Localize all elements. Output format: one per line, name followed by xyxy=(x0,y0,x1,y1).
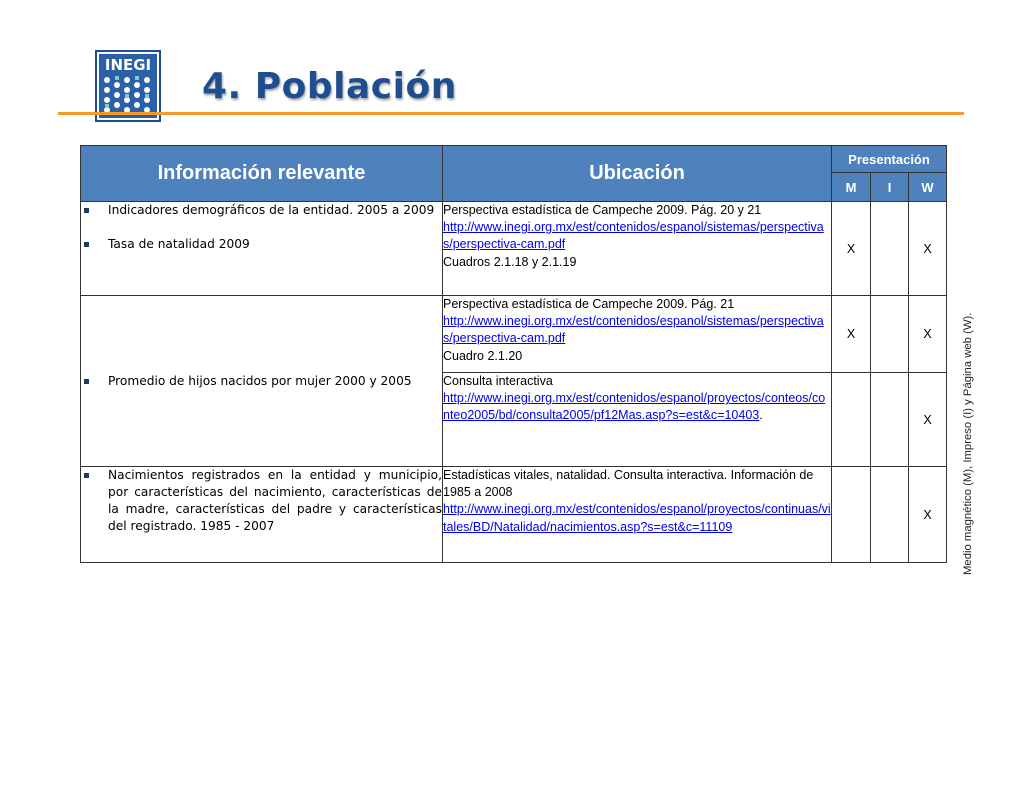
data-table xyxy=(80,145,947,563)
location-link[interactable]: http://www.inegi.org.mx/est/contenidos/espanol/proyectos/continuas/vitales/BD/Natalidad/nacimientos.asp?s=est&c=11109 xyxy=(443,502,831,534)
location-suffix: . xyxy=(759,408,763,423)
info-cell xyxy=(81,202,443,296)
logo-text: INEGI xyxy=(104,56,152,74)
mark-m: X xyxy=(832,296,871,373)
list-item: Promedio de hijos nacidos por mujer 2000 y 2005 xyxy=(81,373,442,390)
mark-m xyxy=(832,467,871,563)
header-m: M xyxy=(832,173,871,202)
presentation-legend: Medio magnético (M), Impreso (I) y Página web (W). xyxy=(962,312,974,575)
header-ubicacion: Ubicación xyxy=(443,146,832,202)
mark-w: X xyxy=(909,296,947,373)
header-informacion: Información relevante xyxy=(81,146,443,202)
mark-i xyxy=(871,296,909,373)
mark-m: X xyxy=(832,202,871,296)
location-cell xyxy=(443,202,832,296)
header-w: W xyxy=(909,173,947,202)
mark-w: X xyxy=(909,467,947,563)
location-link[interactable]: http://www.inegi.org.mx/est/contenidos/espanol/sistemas/perspectivas/perspectiva-cam.pdf xyxy=(443,220,824,252)
location-link[interactable]: http://www.inegi.org.mx/est/contenidos/espanol/proyectos/conteos/conteo2005/bd/consulta2005/pf12Mas.asp?s=est&c=10403 xyxy=(443,391,826,423)
location-cell xyxy=(443,467,832,563)
location-title: Perspectiva estadística de Campeche 2009. Pág. 21 xyxy=(443,297,735,311)
location-cell xyxy=(443,296,832,373)
table-row xyxy=(81,467,947,563)
mark-i xyxy=(871,202,909,296)
mark-m xyxy=(832,373,871,467)
table-row xyxy=(81,296,947,373)
table-row xyxy=(81,202,947,296)
header-i: I xyxy=(871,173,909,202)
location-title: Estadísticas vitales, natalidad. Consulta interactiva. Información de 1985 a 2008 xyxy=(443,468,814,500)
title-divider xyxy=(58,112,964,115)
list-item: Tasa de natalidad 2009 xyxy=(81,236,442,253)
info-cell xyxy=(81,296,443,467)
location-cell xyxy=(443,373,832,467)
mark-i xyxy=(871,467,909,563)
list-item: Nacimientos registrados en la entidad y municipio, por características del nacimiento, características de la madre, características del padre y características del registrado. 1985 - 2007 xyxy=(81,467,442,535)
mark-i xyxy=(871,373,909,467)
header-presentacion: Presentación xyxy=(832,146,947,173)
info-cell xyxy=(81,467,443,563)
location-title: Perspectiva estadística de Campeche 2009. Pág. 20 y 21 xyxy=(443,203,762,217)
location-note: Cuadros 2.1.18 y 2.1.19 xyxy=(443,254,577,269)
list-item: Indicadores demográficos de la entidad. 2005 a 2009 xyxy=(81,202,442,219)
location-link[interactable]: http://www.inegi.org.mx/est/contenidos/espanol/sistemas/perspectivas/perspectiva-cam.pdf xyxy=(443,314,824,346)
mark-w: X xyxy=(909,202,947,296)
location-title: Consulta interactiva xyxy=(443,374,553,388)
location-note: Cuadro 2.1.20 xyxy=(443,348,523,363)
page-title: 4. Población xyxy=(202,66,457,107)
mark-w: X xyxy=(909,373,947,467)
